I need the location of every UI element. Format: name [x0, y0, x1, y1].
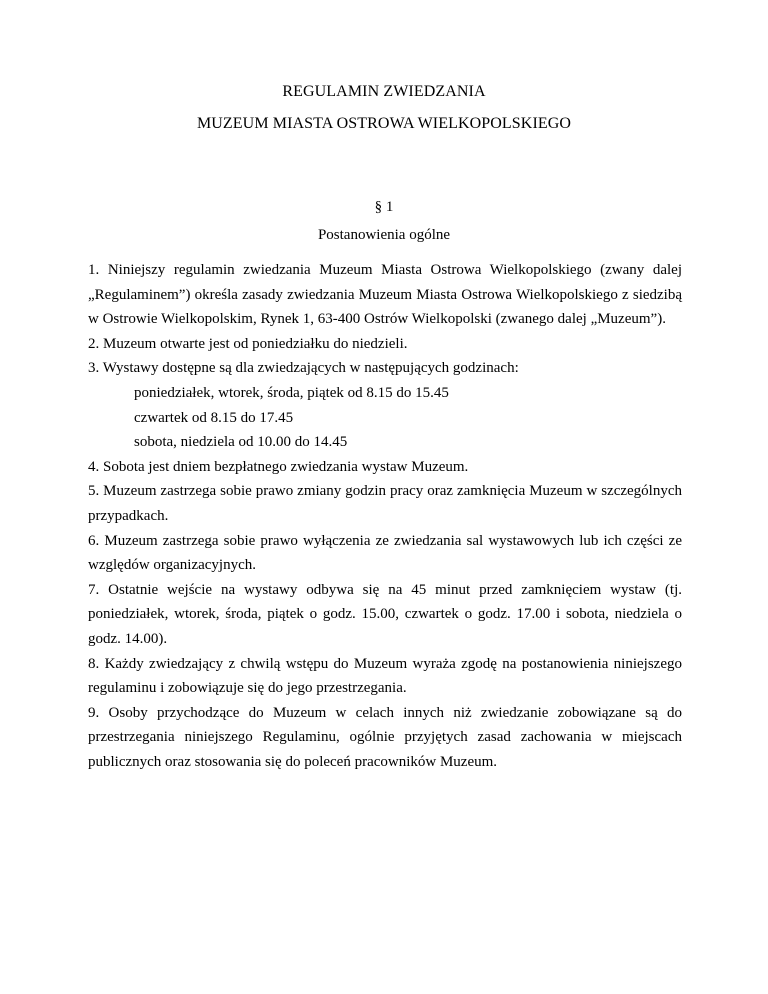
document-title-line-2: MUZEUM MIASTA OSTROWA WIELKOPOLSKIEGO	[196, 115, 572, 132]
paragraph-3: 3. Wystawy dostępne są dla zwiedzających w następujących godzinach:	[88, 360, 519, 377]
paragraph-2: 2. Muzeum otwarte jest od poniedziałku do niedzieli.	[88, 335, 408, 352]
paragraph-5: 5. Muzeum zastrzega sobie prawo zmiany godzin pracy oraz zamknięcia Muzeum w szczególnych przypadkach.	[88, 483, 682, 524]
document-body	[88, 258, 682, 774]
hours-weekdays: poniedziałek, wtorek, środa, piątek od 8.15 do 15.45	[134, 384, 449, 401]
paragraph-6: 6. Muzeum zastrzega sobie prawo wyłączenia ze zwiedzania sal wystawowych lub ich części ze względów organizacyjnych.	[88, 532, 682, 574]
paragraph-8: 8. Każdy zwiedzający z chwilą wstępu do Muzeum wyraża zgodę na postanowienia niniejszego regulaminu i zobowiązuje się do jego przestrzegania.	[88, 655, 682, 697]
paragraph-7: 7. Ostatnie wejście na wystawy odbywa się na 45 minut przed zamknięciem wystaw (tj. poniedziałek, wtorek, środa, piątek o godz. 15.00, czwartek o godz. 17.00 i sobota, niedziela o godz. 14.00).	[88, 581, 682, 647]
paragraph-4: 4. Sobota jest dniem bezpłatnego zwiedzania wystaw Muzeum.	[88, 458, 469, 475]
section-title: Postanowienia ogólne	[317, 227, 451, 243]
section-sign: § 1	[374, 199, 394, 215]
hours-weekend: sobota, niedziela od 10.00 do 14.45	[134, 434, 348, 451]
paragraph-9: 9. Osoby przychodzące do Muzeum w celach innych niż zwiedzanie zobowiązane są do przestrzegania niniejszego Regulaminu, ogólnie przyjętych zasad zachowania w miejscach publicznych oraz stosowania się do poleceń pracowników Muzeum.	[88, 704, 682, 770]
paragraph-1: 1. Niniejszy regulamin zwiedzania Muzeum Miasta Ostrowa Wielkopolskiego (zwany dalej „Regulaminem”) określa zasady zwiedzania Muzeum Miasta Ostrowa Wielkopolskiego z siedzibą w Ostrowie Wielkopolskim, Rynek 1, 63-400 Ostrów Wielkopolski (zwanego dalej „Muzeum”).	[88, 262, 682, 328]
document-title-line-1: REGULAMIN ZWIEDZANIA	[282, 83, 486, 100]
hours-thursday: czwartek od 8.15 do 17.45	[134, 409, 294, 426]
